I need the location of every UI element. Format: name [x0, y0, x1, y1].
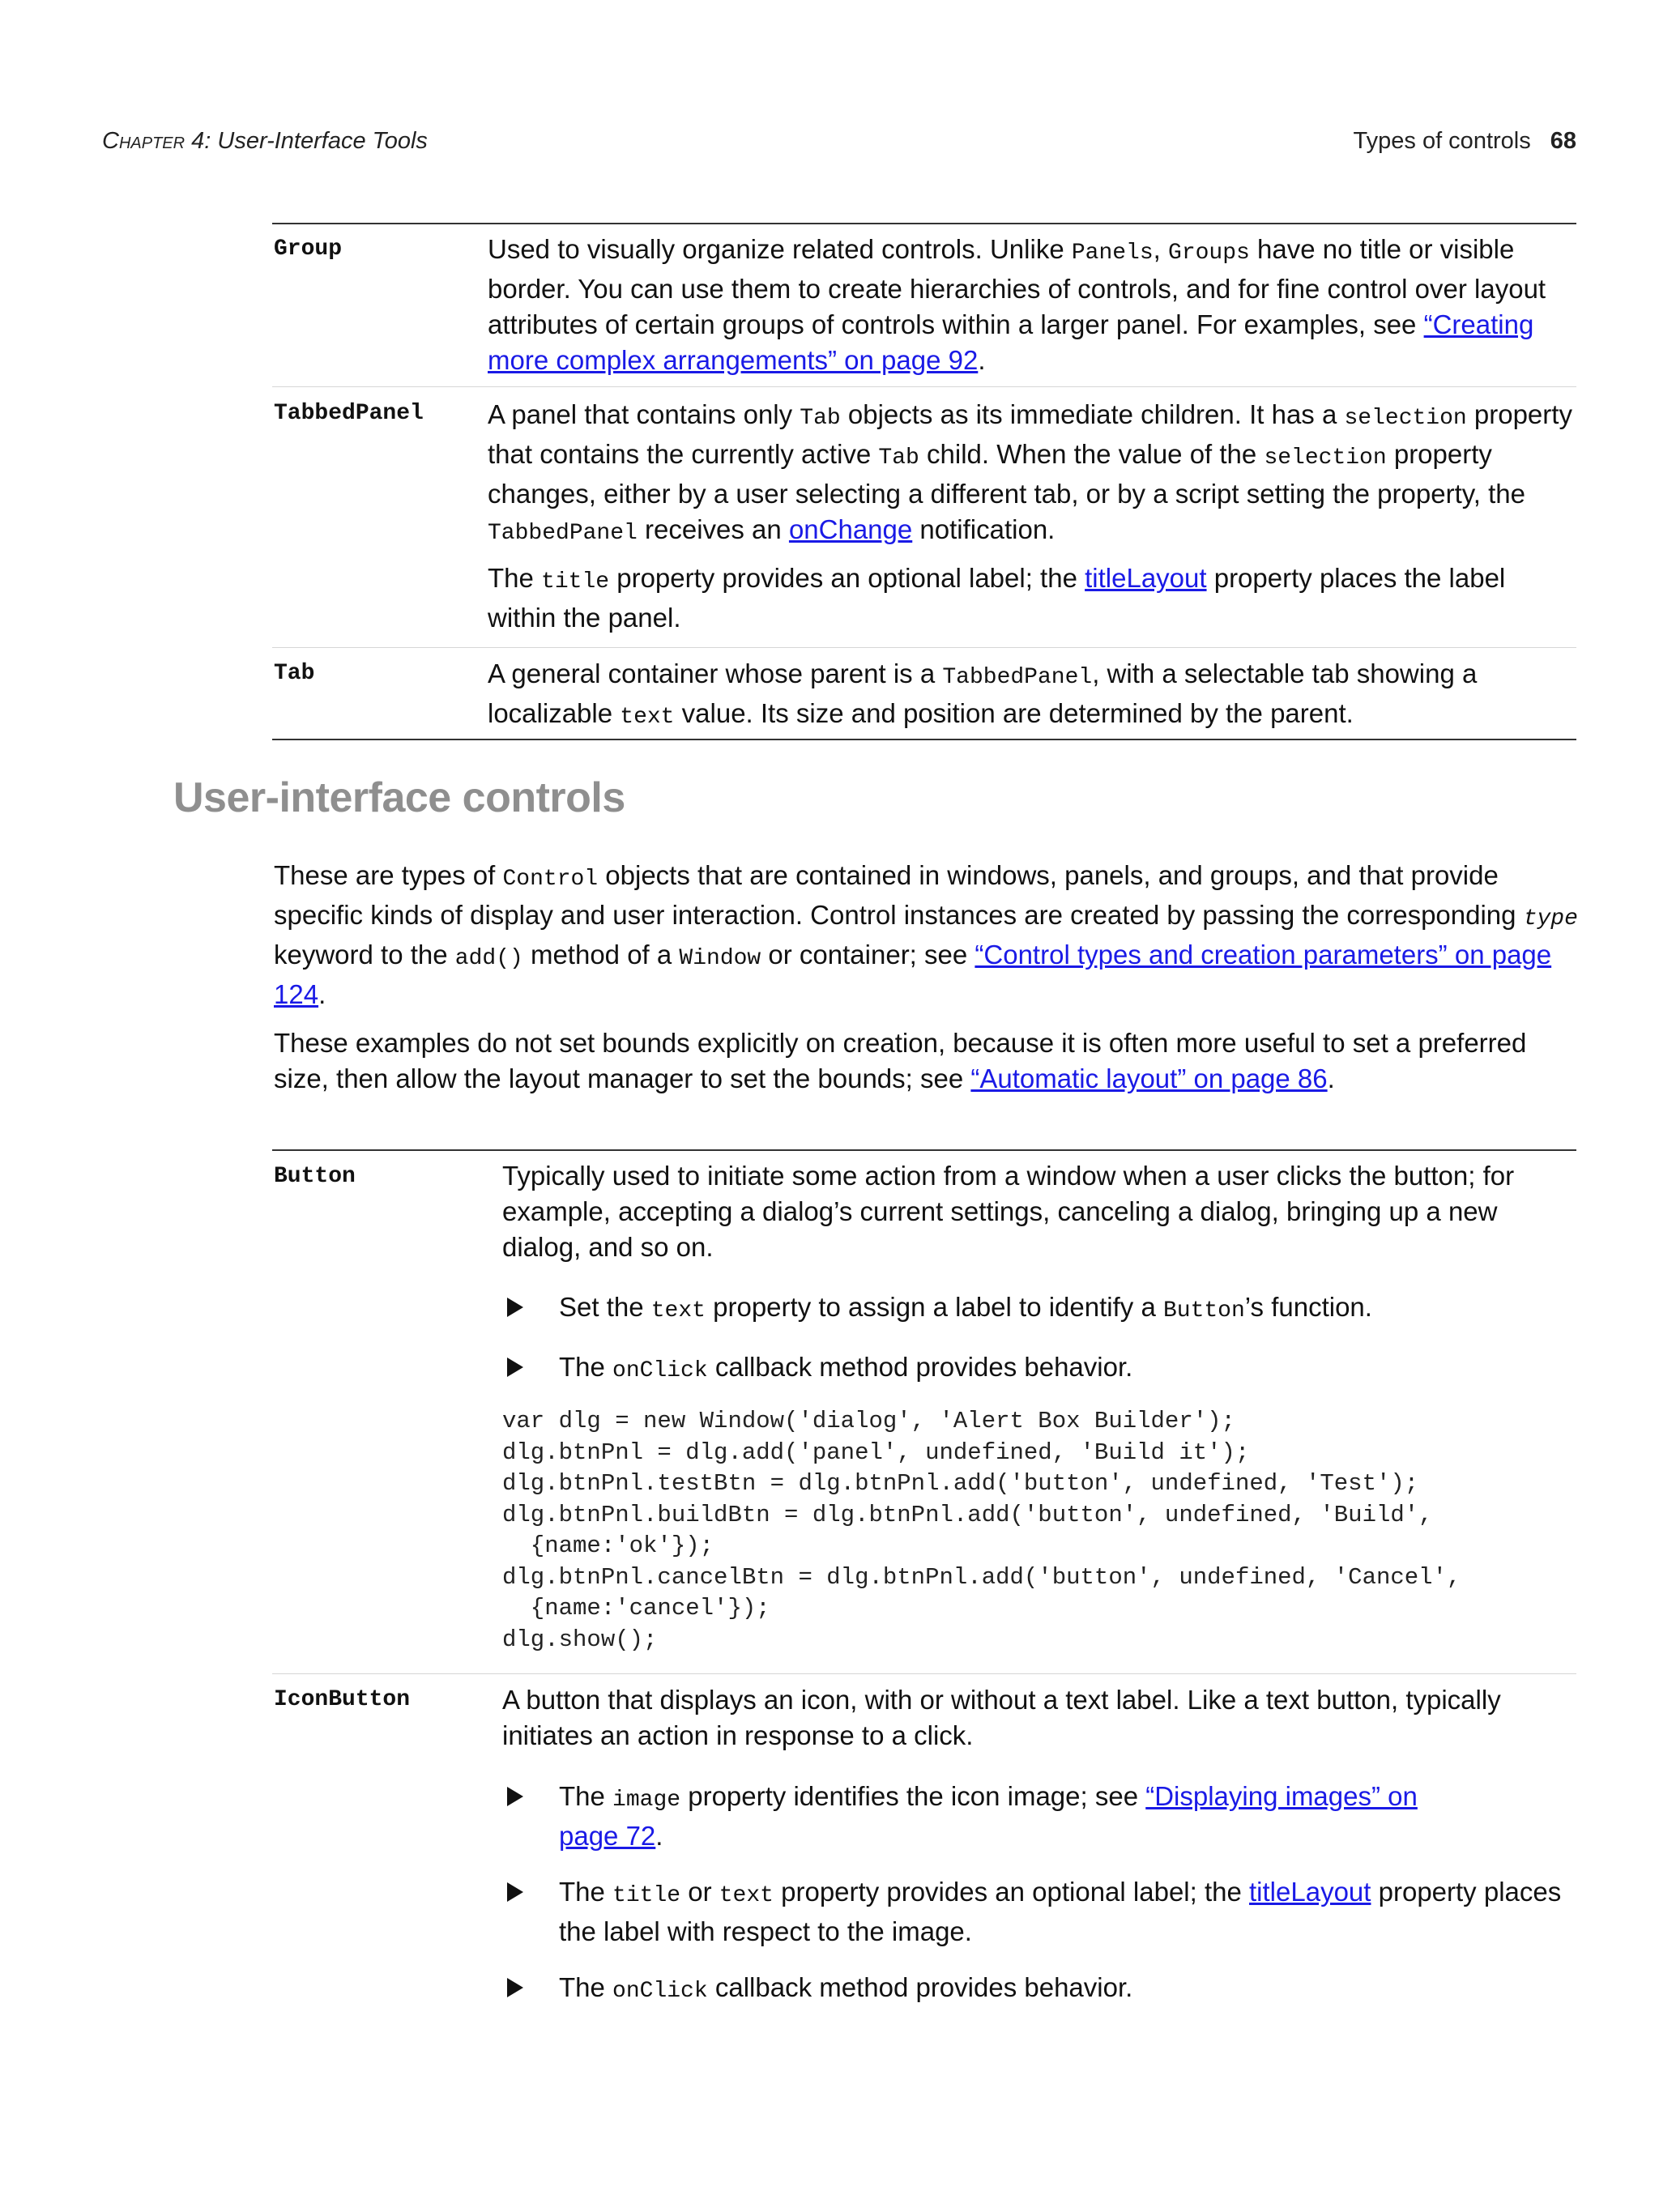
document-page: Chapter 4: User-Interface Tools Types of controls 68 Group Used to visually organize related controls. Unlike Panels, Groups have no title or visible border. You can use them to create hierarchies of controls, and for fine control over layout attributes of certain groups of controls within a larger panel. For examples, see “Creating more complex arrangements” on page 92. TabbedPanel A panel that contains only Tab objects as its immediate children. It has a selection property that contains the currently active Tab child. When the value of the selection property changes, either by a user selecting a different tab, or by a script setting the property, the TabbedPanel receives an onChange notification. The title property provides an optional label; the titleLayout property places the label within the panel. Tab A general container whose parent is a TabbedPanel, with a selectable tab showing a localizable text value. Its size and position are determined by the parent. User-interface controls These are types of Control objects that are contained in windows, panels, and groups, and that provide specific kinds of display and user interaction. Control instances are created by passing the corresponding type keyword to the add() method of a Window or container; see “Control types and creation parameters” on page 124. These examples do not set bounds explicitly on creation, because it is often more useful to set a preferred size, then allow the layout manager to set the bounds; see “Automatic layout” on page 86. Button Typically used to initiate some action from a window when a user clicks the button; for example, accepting a dialog’s current settings, canceling a dialog, bringing up a new dialog, and so on. Set the text property to assign a label to identify a Button’s function. The onClick callback method provides behavior. var dlg = new Window('dialog', 'Alert Box Builder'); dlg.btnPnl = dlg.add('panel', undefined, 'Build it'); dlg.btnPnl.testBtn = dlg.btnPnl.add('button', undefined, 'Test'); dlg.btnPnl.buildBtn = dlg.btnPnl.add('button', undefined, 'Build', {name:'ok'}); dlg.btnPnl.cancelBtn = dlg.btnPnl.add('button', undefined, 'Cancel', {name:'cancel'}); dlg.show(); IconButton A button that displays an icon, with or without a text label. Like a text button, typically initiates an action in response to a click. The image property identifies the icon image; see “Displaying images” on page 72. The title or text property provides an optional label; the titleLayout property places the label with respect to the image. The onClick callback method provides behavior. — [102, 128, 1578, 2004]
tab-description: A general container whose parent is a TabbedPanel, with a selectable tab showing a localizable text value. Its size and position are determined by the parent. — [488, 658, 1478, 730]
link-titlelayout-2[interactable]: titleLayout — [1249, 1877, 1371, 1907]
row-divider — [272, 386, 1576, 387]
link-automatic-layout[interactable]: “Automatic layout” on page 86 — [970, 1063, 1328, 1093]
term-button: Button — [274, 1164, 356, 1189]
page-number: 68 — [1550, 128, 1576, 154]
table-top-rule — [272, 223, 1576, 224]
running-header — [102, 128, 1576, 160]
chapter-heading — [102, 128, 428, 155]
row-divider — [272, 1673, 1576, 1674]
link-complex-arrangements[interactable]: “Creating more complex arrangements” on page 92 — [488, 309, 1534, 375]
term-tab: Tab — [274, 661, 315, 686]
term-tabbedpanel: TabbedPanel — [274, 401, 424, 426]
link-displaying-images[interactable]: “Displaying images” on page 72 — [559, 1781, 1418, 1851]
bullet-triangle-icon — [507, 1357, 523, 1377]
link-titlelayout[interactable]: titleLayout — [1085, 563, 1207, 593]
chapter-title: User-Interface Tools — [217, 128, 428, 154]
tabbedpanel-description: A panel that contains only Tab objects as its immediate children. It has a selection property that contains the currently active Tab child. When the value of the selection property changes, either by a user selecting a different tab, or by a script setting the property, the TabbedPanel receives an onChange notification. — [488, 399, 1572, 546]
controls-table-top-rule — [272, 1149, 1576, 1151]
chapter-prefix: Chapter 4: — [102, 128, 211, 154]
row-divider — [272, 647, 1576, 648]
section-heading — [1354, 128, 1576, 155]
section-title: User-interface controls — [173, 774, 625, 821]
iconbutton-description: A button that displays an icon, with or without a text label. Like a text button, typically initiates an action in response to a click. — [502, 1685, 1501, 1750]
link-control-types[interactable]: “Control types and creation parameters” on page 124 — [274, 940, 1552, 1009]
bounds-paragraph: These examples do not set bounds explicitly on creation, because it is often more useful to set a preferred size, then allow the layout manager to set the bounds; see “Automatic layout” on page 86. — [274, 1028, 1527, 1093]
code-example: var dlg = new Window('dialog', 'Alert Box Builder'); dlg.btnPnl = dlg.add('panel', undefined, 'Build it'); dlg.btnPnl.testBtn = dlg.btnPnl.add('button', undefined, 'Test'); dlg.btnPnl.buildBtn = dlg.btnPnl.add('button', undefined, 'Build', {name:'ok'}); dlg.btnPnl.cancelBtn = dlg.btnPnl.add('button', undefined, 'Cancel', {name:'cancel'}); dlg.show(); — [502, 1408, 1461, 1653]
bullet-triangle-icon — [507, 1298, 523, 1317]
link-onchange[interactable]: onChange — [788, 514, 913, 544]
table-bottom-rule — [272, 739, 1576, 740]
term-iconbutton: IconButton — [274, 1687, 411, 1712]
term-group: Group — [274, 237, 343, 262]
group-description: Used to visually organize related controls. Unlike Panels, Groups have no title or visible border. You can use them to create hierarchies of controls, and for fine control over layout attributes of certain groups of controls within a larger panel. For examples, see “Creating more complex arrangements” on page 92. — [488, 234, 1546, 375]
bullet-triangle-icon — [507, 1978, 523, 1997]
tabbedpanel-description-2: The title property provides an optional label; the titleLayout property places the label within the panel. — [488, 563, 1506, 633]
bullet-triangle-icon — [507, 1787, 523, 1806]
bullet-triangle-icon — [507, 1882, 523, 1902]
intro-paragraph: These are types of Control objects that are contained in windows, panels, and groups, and that provide specific kinds of display and user interaction. Control instances are created by passing the corresponding type keyword to the add() method of a Window or container; see “Control types and creation parameters” on page 124. — [274, 860, 1578, 1009]
button-description: Typically used to initiate some action from a window when a user clicks the button; for example, accepting a dialog’s current settings, canceling a dialog, bringing up a new dialog, and so on. — [502, 1161, 1515, 1262]
section-name: Types of controls — [1353, 128, 1531, 154]
